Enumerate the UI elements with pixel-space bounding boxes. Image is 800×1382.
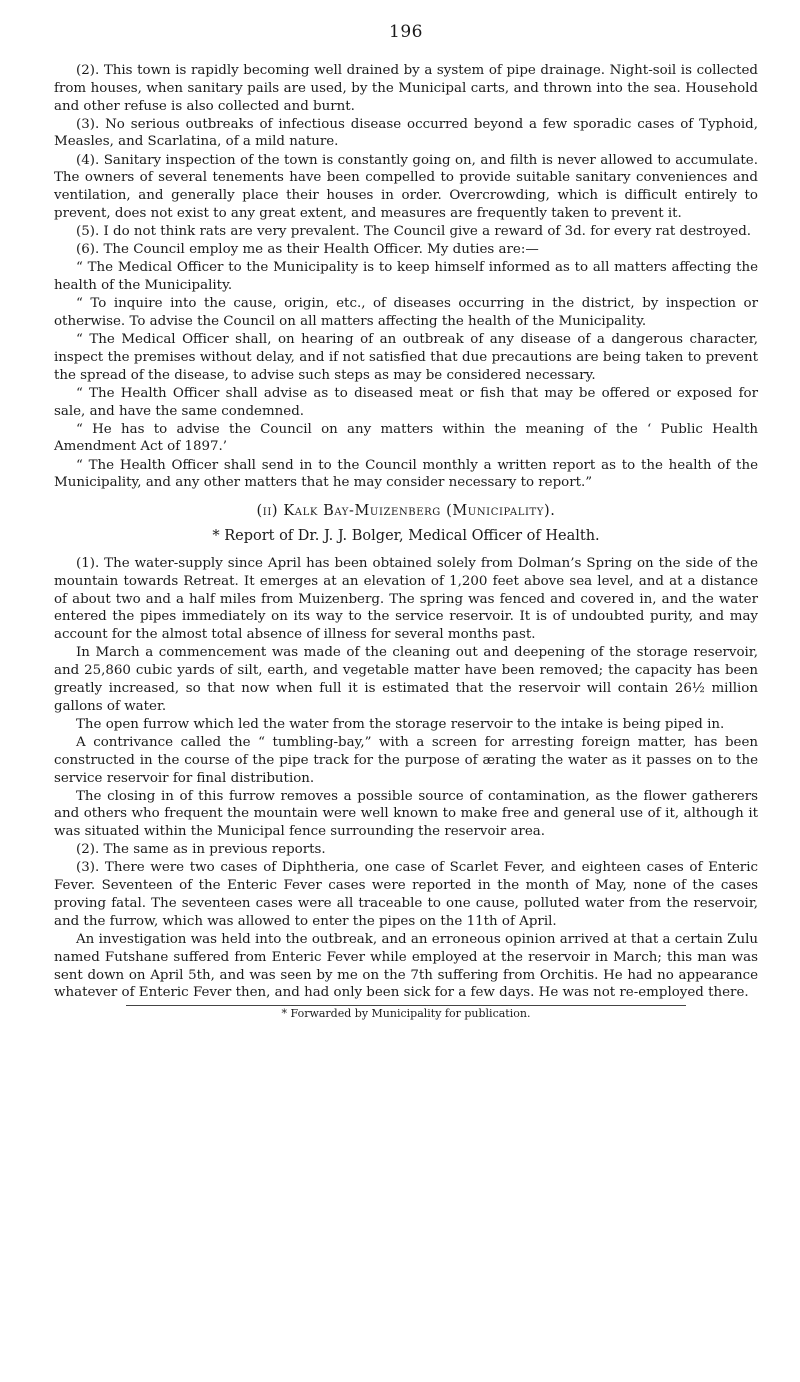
- paragraph: “ To inquire into the cause, origin, etc., of diseases occurring in the district, by inspection or otherwise. To advise the Council on all matters affecting the health of the Municipality.: [54, 296, 758, 329]
- paragraph: An investigation was held into the outbreak, and an erroneous opinion arrived at that a certain Zulu named Futshane suffered from Enteric Fever while employed at the reservoir in March; this man was sent down on April 5th, and was seen by me on the 7th suffering from Orchitis. He had no appearance whatever of Enteric Fever then, and had only been sick for a few days. He was not re-employed there.: [54, 931, 758, 1001]
- paragraph: A contrivance called the “ tumbling-bay,” with a screen for arresting foreign matter, has been constructed in the course of the pipe track for the purpose of ærating the water as it passes on to the service reservoir for final distribution.: [54, 734, 758, 786]
- section-heading: (ii) Kalk Bay-Muizenberg (Municipality).: [256, 503, 556, 520]
- body-text-top: [54, 62, 758, 492]
- body-text-bottom: [54, 555, 758, 1002]
- footnote-divider: [126, 1005, 686, 1006]
- paragraph: “ The Health Officer shall advise as to diseased meat or fish that may be offered or exposed for sale, and have the same condemned.: [54, 385, 758, 419]
- paragraph: (3). There were two cases of Diphtheria, one case of Scarlet Fever, and eighteen cases of Enteric Fever. Seventeen of the Enteric Fever cases were reported in the month of May, none of the cases proving fatal. The seventeen cases were all traceable to one cause, polluted water from the reservoir, and the furrow, which was allowed to enter the pipes on the 11th of April.: [54, 860, 758, 929]
- paragraph: (4). Sanitary inspection of the town is constantly going on, and filth is never allowed to accumulate. The owners of several tenements have been compelled to provide suitable sanitary conveniences and ventilation, and generally place their houses in order. Overcrowding, which is difficult entirely to prevent, does not exist to any great extent, and measures are frequently taken to prevent it.: [54, 152, 758, 221]
- paragraph: In March a commencement was made of the cleaning out and deepening of the storage reservoir, and 25,860 cubic yards of silt, earth, and vegetable matter have been removed; the capacity has been greatly increased, so that now when full it is estimated that the reservoir will contain 26½ million gallons of water.: [54, 645, 758, 714]
- paragraph: (2). The same as in previous reports.: [76, 842, 326, 858]
- paragraph: “ The Medical Officer to the Municipality is to keep himself informed as to all matters affecting the health of the Municipality.: [54, 260, 758, 294]
- paragraph: (1). The water-supply since April has been obtained solely from Dolman’s Spring on the side of the mountain towards Retreat. It emerges at an elevation of 1,200 feet above sea level, and at a distance of about two and a half miles from Muizenberg. The spring was fenced and covered in, and the water entered the pipes immediately on its way to the service reservoir. It is of undoubted purity, and may account for the almost total absence of illness for several months past.: [54, 556, 758, 643]
- paragraph: (3). No serious outbreaks of infectious disease occurred beyond a few sporadic cases of Typhoid, Measles, and Scarlatina, of a mild nature.: [54, 116, 758, 150]
- paragraph: (6). The Council employ me as their Health Officer. My duties are:—: [76, 242, 539, 258]
- page-number: 196: [389, 22, 423, 42]
- report-byline: * Report of Dr. J. J. Bolger, Medical Officer of Health.: [212, 528, 600, 545]
- paragraph: “ The Health Officer shall send in to the Council monthly a written report as to the health of the Municipality, and any other matters that he may consider necessary to report.”: [54, 457, 758, 491]
- paragraph: (5). I do not think rats are very prevalent. The Council give a reward of 3d. for every rat destroyed.: [76, 224, 752, 240]
- paragraph: The closing in of this furrow removes a possible source of contamination, as the flower gatherers and others who frequent the mountain were well known to make free and general use of it, although it was situated within the Municipal fence surrounding the reservoir area.: [54, 788, 758, 840]
- footnote: * Forwarded by Municipality for publication.: [281, 1007, 531, 1021]
- paragraph: (2). This town is rapidly becoming well drained by a system of pipe drainage. Night-soil is collected from houses, when sanitary pails are used, by the Municipal carts, and thrown into the sea. Household and other refuse is also collected and burnt.: [54, 63, 758, 114]
- paragraph: “ He has to advise the Council on any matters within the meaning of the ‘ Public Health Amendment Act of 1897.’: [54, 421, 758, 455]
- paragraph: “ The Medical Officer shall, on hearing of an outbreak of any disease of a dangerous character, inspect the premises without delay, and if not satisfied that due precautions are being taken to prevent the spread of the disease, to advise such steps as may be considered necessary.: [54, 332, 758, 383]
- paragraph: The open furrow which led the water from the storage reservoir to the intake is being piped in.: [76, 716, 725, 732]
